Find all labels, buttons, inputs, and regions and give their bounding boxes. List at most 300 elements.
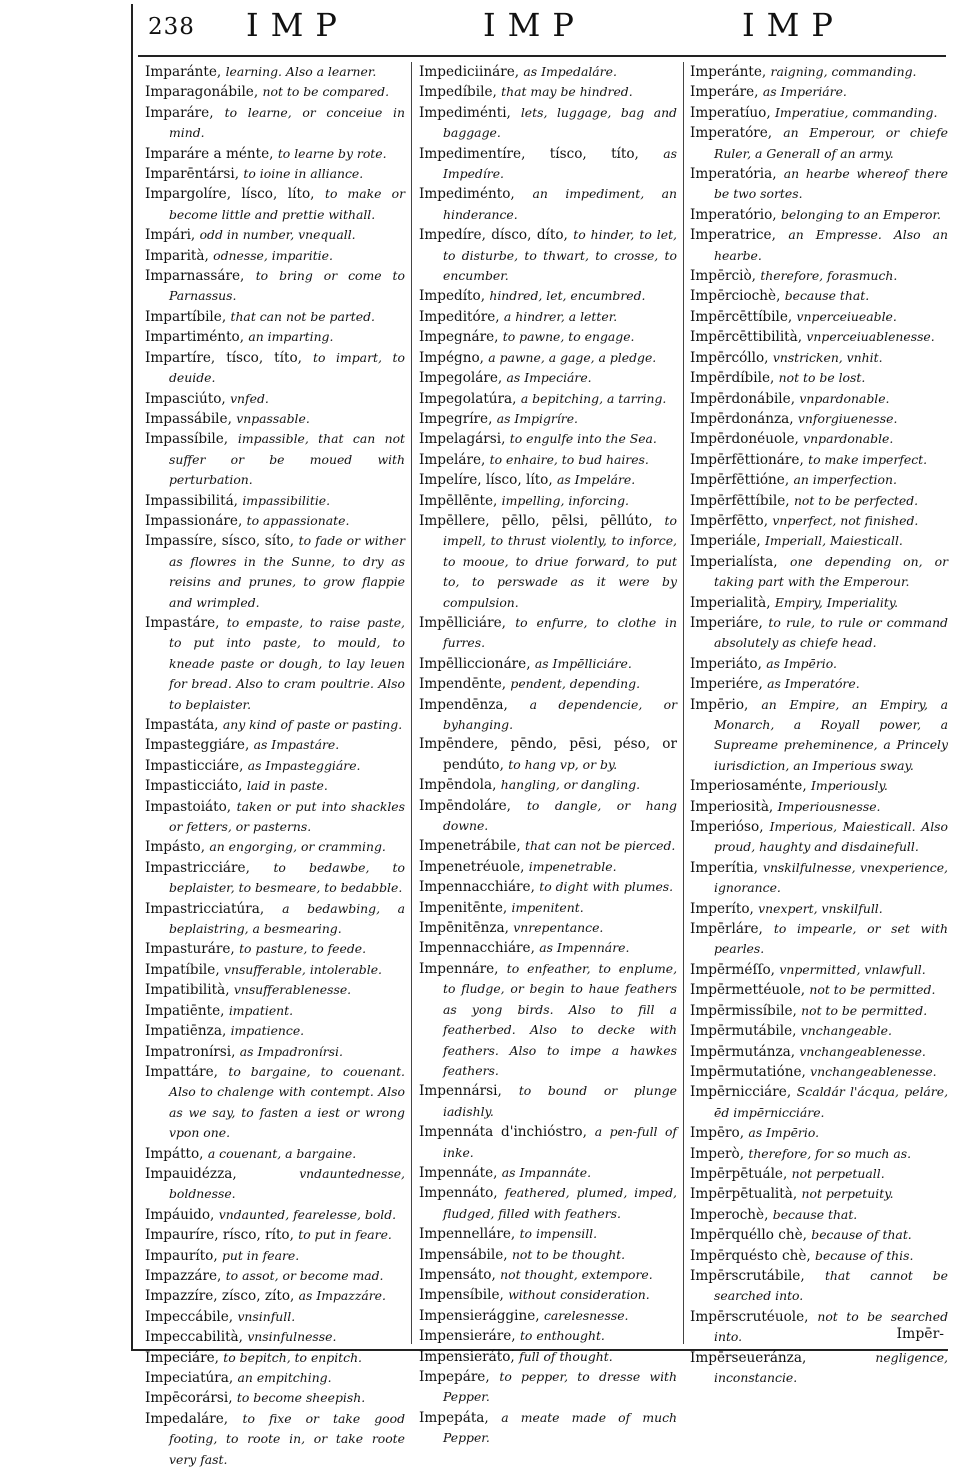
- definition: to enfurre, to clothe in furres.: [443, 614, 677, 651]
- definition: not to be perfected.: [793, 492, 919, 508]
- definition: to bring or come to Parnassus.: [169, 268, 405, 304]
- definition: vnfed.: [230, 390, 269, 406]
- definition: taken or put into shackles or fetters, or pasterns.: [169, 798, 405, 835]
- definition: as Impadronírsi.: [239, 1043, 343, 1059]
- dictionary-entry: [419, 307, 677, 327]
- headword: Impērciochè,: [690, 288, 781, 305]
- definition: as Impeláre.: [557, 472, 636, 488]
- headword: Imparagonábile,: [145, 84, 259, 101]
- dictionary-entry: [419, 1306, 677, 1326]
- dictionary-entry: [690, 1205, 948, 1225]
- headword: Impedaláre,: [145, 1410, 229, 1427]
- dictionary-entry: [145, 327, 405, 347]
- dictionary-entry: [419, 836, 677, 856]
- dictionary-entry: [145, 103, 405, 144]
- headword: Impēlliccionáre,: [419, 655, 531, 672]
- headword: Impasteggiáre,: [145, 737, 250, 754]
- headword: Imperatrice,: [690, 227, 776, 244]
- definition: as Impannáte.: [501, 1164, 592, 1180]
- dictionary-entry: [419, 1122, 677, 1163]
- definition: not to be thought.: [511, 1246, 626, 1262]
- headword: Impasturáre,: [145, 941, 235, 958]
- headword: Imperítia,: [690, 859, 759, 876]
- headword: Impērscrutéuole,: [690, 1308, 809, 1325]
- dictionary-entry: [419, 184, 677, 225]
- definition: an Empire, an Empiry, a Monarch, a Royall power, a Supreame preheminence, a Princely iurisdiction, an Imperious sway.: [714, 696, 948, 773]
- headword: Impennáre,: [419, 960, 499, 977]
- dictionary-entry: [690, 82, 948, 102]
- headword: Impattáre,: [145, 1063, 218, 1080]
- definition: Imperatiue, commanding.: [775, 104, 938, 120]
- headword: Impegnáre,: [419, 329, 499, 346]
- definition: as Impērio.: [766, 655, 837, 671]
- definition: to put in feare.: [298, 1227, 392, 1243]
- headword: Imperialità,: [690, 594, 771, 611]
- definition: vnpassable.: [236, 410, 310, 426]
- dictionary-entry: [419, 389, 677, 409]
- headword: Imparáre a ménte,: [145, 145, 274, 162]
- headword: Impērseueránza,: [690, 1349, 807, 1366]
- dictionary-entry: [419, 1347, 677, 1367]
- dictionary-entry: [419, 959, 677, 1081]
- definition: vnchangeablenesse.: [799, 1043, 926, 1059]
- dictionary-entry: [419, 470, 677, 490]
- definition: not to be searched into.: [714, 1308, 949, 1345]
- dictionary-entry: [690, 164, 948, 205]
- definition: Imperiously.: [810, 778, 888, 794]
- dictionary-entry: [419, 695, 677, 736]
- headword: Impērmutatióne,: [690, 1063, 806, 1080]
- definition: to make or become little and prettie withall.: [169, 186, 405, 222]
- headword: Imperánte,: [690, 64, 767, 80]
- definition: vnperceiuablenesse.: [806, 329, 935, 345]
- definition: to enthought.: [519, 1328, 605, 1344]
- dictionary-entry: [690, 1225, 948, 1245]
- definition: an imparting.: [248, 329, 334, 345]
- dictionary-entry: [690, 654, 948, 674]
- dictionary-entry: [419, 82, 677, 102]
- headword: Impensíbile,: [419, 1287, 504, 1304]
- headword: Impári,: [145, 227, 196, 244]
- definition: vnpardonable.: [803, 431, 894, 447]
- dictionary-entry: [690, 62, 948, 82]
- dictionary-entry: [145, 1409, 405, 1470]
- definition: therefore, forasmuch.: [760, 268, 898, 284]
- definition: Imperiousnesse.: [777, 798, 881, 814]
- definition: as Impēlliciáre.: [534, 655, 632, 671]
- definition: as Impedaláre.: [523, 64, 617, 79]
- dictionary-entry: [690, 429, 948, 449]
- headword: Imperiére,: [690, 676, 763, 693]
- definition: to dight with plumes.: [539, 879, 674, 895]
- definition: vnsufferablenesse.: [233, 982, 352, 998]
- left-border-rule: [131, 4, 133, 1350]
- definition: a hindrer, a letter.: [503, 308, 618, 324]
- dictionary-entry: [690, 1042, 948, 1062]
- definition: to hinder, to let, to disturbe, to thwart, to crosse, to encumber.: [443, 227, 677, 284]
- dictionary-entry: [690, 1144, 948, 1164]
- dictionary-entry: [145, 389, 405, 409]
- definition: impatience.: [230, 1023, 305, 1039]
- dictionary-entry: [690, 389, 948, 409]
- dictionary-entry: [690, 1001, 948, 1021]
- guide-word-right: IMP: [742, 6, 845, 44]
- headword: Imperiosaménte,: [690, 778, 807, 795]
- headword: Imparnassáre,: [145, 268, 245, 285]
- definition: as Impigríre.: [496, 410, 578, 426]
- headword: Impērquéllo chè,: [690, 1227, 807, 1244]
- definition: a bepitching, a tarring.: [520, 390, 667, 406]
- dictionary-entry: [145, 511, 405, 531]
- dictionary-entry: [145, 837, 405, 857]
- definition: feathered, plumed, imped, fludged, filled with feathers.: [443, 1185, 677, 1221]
- dictionary-entry: [145, 491, 405, 511]
- definition: a couenant, a bargaine.: [207, 1145, 357, 1161]
- definition: to impensill.: [519, 1226, 598, 1242]
- definition: hangling, or dangling.: [500, 777, 641, 793]
- definition: raigning, commanding.: [770, 64, 917, 79]
- definition: a meate made of much Pepper.: [443, 1409, 677, 1446]
- definition: an Emperour, or chiefe Ruler, a Generall of an army.: [714, 125, 948, 161]
- definition: belonging to an Emperor.: [780, 206, 941, 222]
- definition: an engorging, or cramming.: [209, 839, 386, 855]
- dictionary-entry: [419, 225, 677, 286]
- headword: Imperíto,: [690, 900, 754, 917]
- dictionary-entry: [419, 1408, 677, 1449]
- headword: Impatibilità,: [145, 982, 230, 999]
- headword: Impatronírsi,: [145, 1043, 236, 1060]
- dictionary-entry: [419, 918, 677, 938]
- dictionary-entry: [690, 817, 948, 858]
- headword: Impēlliciáre,: [419, 614, 506, 631]
- headword: Impēllere, pēllo, pēlsi, pēllúto,: [419, 512, 653, 529]
- dictionary-entry: [419, 1367, 677, 1408]
- definition: to hang vp, or by.: [508, 756, 618, 772]
- definition: an Empresse. Also an hearbe.: [714, 227, 948, 263]
- dictionary-entry: [145, 756, 405, 776]
- headword: Impepáre,: [419, 1369, 490, 1385]
- definition: as Impedíre.: [443, 145, 678, 182]
- definition: a dependencie, or byhanging.: [443, 696, 677, 732]
- headword: Impērdonábile,: [690, 390, 796, 407]
- definition: to bound or plunge iadishly.: [443, 1083, 677, 1119]
- headword: Impátto,: [145, 1145, 204, 1162]
- guide-word-center: IMP: [483, 6, 586, 44]
- headword: Imparità,: [145, 247, 209, 264]
- definition: impatient.: [228, 1002, 294, 1018]
- headword: Impērmutábile,: [690, 1023, 797, 1040]
- dictionary-entry: [145, 1021, 405, 1041]
- definition: an impediment, an hinderance.: [443, 186, 677, 222]
- headword: Imperò,: [690, 1145, 745, 1162]
- definition: full of thought.: [519, 1348, 613, 1364]
- definition: hindred, let, encumbred.: [489, 288, 646, 304]
- headword: Imperáre,: [690, 84, 759, 101]
- dictionary-entry: [690, 103, 948, 123]
- definition: to bargaine, to couenant. Also to chalenge with contempt. Also as we say, to fasten a iest or wrong vpon one.: [169, 1063, 405, 1141]
- dictionary-entry: [419, 144, 677, 185]
- headword: Impēndola,: [419, 777, 497, 794]
- headword: Impērio,: [690, 696, 749, 713]
- definition: learning. Also a learner.: [225, 64, 377, 79]
- dictionary-entry: [419, 429, 677, 449]
- dictionary-entry: [419, 1163, 677, 1183]
- definition: that cannot be searched into.: [714, 1267, 948, 1304]
- definition: vnpardonable.: [799, 390, 890, 406]
- column-right: [690, 62, 949, 1385]
- headword: Impedíre, dísco, díto,: [419, 227, 568, 244]
- dictionary-entry: [419, 368, 677, 388]
- dictionary-entry: [145, 429, 405, 490]
- headword: Impennársi,: [419, 1083, 502, 1100]
- headword: Imperiáre,: [690, 614, 763, 631]
- dictionary-entry: [419, 796, 677, 837]
- definition: to become sheepish.: [236, 1390, 366, 1406]
- headword: Impensábile,: [419, 1246, 508, 1263]
- dictionary-entry: [419, 62, 677, 82]
- dictionary-entry: [145, 1042, 405, 1062]
- headword: Impargolíre, lísco, líto,: [145, 186, 315, 203]
- dictionary-entry: [145, 1286, 405, 1306]
- dictionary-entry: [419, 613, 677, 654]
- dictionary-entry: [690, 491, 948, 511]
- headword: Impensierággine,: [419, 1307, 540, 1324]
- headword: Impassábile,: [145, 410, 232, 427]
- headword: Impērdíbile,: [690, 370, 775, 387]
- headword: Impartíbile,: [145, 308, 227, 325]
- headword: Impensáto,: [419, 1266, 496, 1283]
- definition: to impart, to deuide.: [169, 349, 405, 386]
- definition: Empiry, Imperiality.: [774, 594, 899, 610]
- dictionary-entry: [690, 1123, 948, 1143]
- definition: vnexpert, vnskilfull.: [758, 900, 883, 916]
- headword: Impeditóre,: [419, 308, 500, 325]
- header-rule: [138, 55, 946, 57]
- definition: therefore, for so much as.: [748, 1145, 912, 1161]
- headword: Impērcēttibilità,: [690, 329, 803, 346]
- definition: to rule, to rule or command absolutely as chiefe head.: [714, 614, 948, 651]
- headword: Impērcóllo,: [690, 349, 769, 366]
- dictionary-entry: [419, 1285, 677, 1305]
- dictionary-entry: [690, 1164, 948, 1184]
- definition: laid in paste.: [246, 778, 328, 794]
- dictionary-entry: [419, 103, 677, 144]
- headword: Impēndoláre,: [419, 797, 511, 814]
- dictionary-entry: [145, 184, 405, 225]
- definition: to impell, to thrust violently, to inforce, to mooue, to driue forward, to put to, to perswade as it were by compulsion.: [443, 512, 677, 610]
- dictionary-entry: [145, 1164, 405, 1205]
- headword: Imparánte,: [145, 64, 222, 80]
- dictionary-entry: [690, 1184, 948, 1204]
- headword: Impēllēnte,: [419, 492, 498, 509]
- definition: pendent, depending.: [510, 676, 641, 692]
- headword: Impatíbile,: [145, 961, 220, 978]
- headword: Impēnitēnza,: [419, 920, 509, 937]
- dictionary-entry: [690, 348, 948, 368]
- dictionary-entry: [690, 225, 948, 266]
- headword: Impērscrutábile,: [690, 1267, 805, 1284]
- definition: vndauntednesse, boldnesse.: [169, 1165, 405, 1202]
- definition: as Impērio.: [748, 1125, 820, 1141]
- definition: an empitching.: [237, 1370, 332, 1385]
- dictionary-entry: [690, 858, 948, 899]
- dictionary-entry: [690, 1348, 948, 1389]
- headword: Impendēnza,: [419, 696, 508, 713]
- definition: to ioine in alliance.: [243, 166, 364, 182]
- column-divider: [683, 62, 684, 1344]
- headword: Impegolatúra,: [419, 390, 517, 407]
- headword: Impenitēnte,: [419, 899, 508, 916]
- definition: not to be compared.: [262, 84, 390, 100]
- definition: odd in number, vnequall.: [199, 227, 356, 243]
- headword: Impassibilitá,: [145, 492, 238, 509]
- definition: vnstricken, vnhit.: [772, 349, 883, 365]
- dictionary-entry: [419, 286, 677, 306]
- headword: Impassíre, sísco, síto,: [145, 533, 295, 550]
- dictionary-entry: [419, 1081, 677, 1122]
- dictionary-entry: [145, 1266, 405, 1286]
- headword: Impartíre, tísco, títo,: [145, 349, 302, 366]
- definition: that can not be parted.: [230, 308, 375, 324]
- dictionary-entry: [690, 552, 948, 593]
- dictionary-entry: [690, 899, 948, 919]
- definition: to pawne, to engage.: [502, 329, 635, 345]
- dictionary-entry: [690, 327, 948, 347]
- definition: vnperceiueable.: [796, 308, 897, 324]
- headword: Impennáte,: [419, 1164, 498, 1181]
- headword: Impassíbile,: [145, 431, 229, 448]
- headword: Impennacchiáre,: [419, 879, 535, 896]
- definition: to learne, or conceiue in mind.: [169, 104, 405, 141]
- definition: Scaldár l'ácqua, peláre, ēd impērnicciáre.: [714, 1084, 949, 1120]
- definition: to enfeather, to enplume, to fludge, or begin to haue feathers as yong birds. Also to fill a featherbed. Also to decke with feathers. Also to impe a hawkes feathers.: [443, 960, 678, 1078]
- headword: Impazzíre, zísco, zíto,: [145, 1288, 295, 1305]
- headword: Impērciò,: [690, 268, 756, 285]
- headword: Impastáta,: [145, 717, 219, 733]
- definition: lets, luggage, bag and baggage.: [443, 104, 677, 141]
- dictionary-entry: [419, 450, 677, 470]
- definition: as Imperiáre.: [762, 84, 847, 100]
- definition: impassibilitie.: [242, 492, 331, 508]
- definition: impenitent.: [511, 899, 584, 915]
- headword: Impeláre,: [419, 451, 486, 468]
- definition: that can not be pierced.: [524, 838, 676, 854]
- dictionary-entry: [145, 735, 405, 755]
- definition: because that.: [784, 288, 870, 304]
- headword: Imperióso,: [690, 819, 764, 836]
- dictionary-entry: [145, 1368, 405, 1388]
- dictionary-entry: [690, 123, 948, 164]
- headword: Impērfēttióne,: [690, 472, 790, 489]
- definition: impassible, that can not suffer or be moued with perturbation.: [169, 431, 406, 488]
- definition: because that.: [772, 1206, 858, 1222]
- headword: Impatiēnte,: [145, 1002, 225, 1019]
- definition: a bedawbing, a beplaistring, a besmearing.: [169, 900, 405, 937]
- headword: Impegoláre,: [419, 370, 503, 387]
- headword: Impelíre, lísco, líto,: [419, 472, 553, 489]
- definition: as Impastáre.: [253, 737, 340, 753]
- definition: without consideration.: [508, 1287, 650, 1303]
- definition: to pepper, to dresse with Pepper.: [443, 1369, 678, 1405]
- dictionary-entry: [419, 511, 677, 613]
- headword: Impegríre,: [419, 410, 493, 427]
- headword: Impedimentíre, tísco, títo,: [419, 145, 639, 162]
- dictionary-entry: [690, 960, 948, 980]
- dictionary-entry: [690, 695, 948, 777]
- dictionary-entry: [690, 511, 948, 531]
- dictionary-entry: [145, 348, 405, 389]
- headword: Impērfētto,: [690, 512, 769, 529]
- dictionary-entry: [145, 939, 405, 959]
- dictionary-entry: [690, 776, 948, 796]
- definition: impenetrable.: [528, 858, 617, 874]
- headword: Impeccábile,: [145, 1308, 234, 1325]
- dictionary-entry: [690, 1246, 948, 1266]
- dictionary-entry: [690, 286, 948, 306]
- catchword: Impēr-: [896, 1326, 944, 1342]
- headword: Imperatório,: [690, 206, 777, 223]
- headword: Impēndere, pēndo, pēsi, péso, or pendúto,: [419, 736, 677, 773]
- headword: Impērmissíbile,: [690, 1002, 797, 1019]
- dictionary-entry: [419, 348, 677, 368]
- column-middle: [419, 62, 678, 1446]
- headword: Impasciúto,: [145, 390, 226, 407]
- headword: Impasticciáre,: [145, 757, 244, 774]
- dictionary-entry: [145, 980, 405, 1000]
- definition: negligence, inconstancie.: [714, 1349, 948, 1385]
- definition: because of that.: [811, 1227, 912, 1243]
- dictionary-entry: [145, 1388, 405, 1408]
- definition: a pawne, a gage, a pledge.: [488, 349, 657, 365]
- headword: Impērdonánza,: [690, 410, 794, 427]
- headword: Impērpētuále,: [690, 1165, 788, 1182]
- dictionary-entry: [145, 246, 405, 266]
- definition: vnpermitted, vnlawfull.: [779, 961, 926, 977]
- headword: Impenetréuole,: [419, 858, 525, 875]
- definition: vnrepentance.: [513, 920, 604, 936]
- definition: to fixe or take good footing, to roote in, or take roote very fast.: [169, 1410, 405, 1467]
- headword: Impēcorársi,: [145, 1390, 233, 1407]
- dictionary-entry: [419, 775, 677, 795]
- dictionary-entry: [145, 409, 405, 429]
- headword: Impendēnte,: [419, 676, 507, 693]
- headword: Impediménto,: [419, 186, 515, 203]
- dictionary-entry: [690, 593, 948, 613]
- definition: vnskilfulnesse, vnexperience, ignorance.: [714, 859, 948, 896]
- headword: Impauidézza,: [145, 1165, 237, 1182]
- headword: Impērláre,: [690, 921, 763, 938]
- page-header: [138, 0, 938, 52]
- headword: Impartiménto,: [145, 329, 245, 346]
- dictionary-entry: [690, 409, 948, 429]
- dictionary-entry: [419, 857, 677, 877]
- definition: not perpetuity.: [801, 1186, 894, 1202]
- definition: because of this.: [815, 1247, 914, 1263]
- definition: as Impazzáre.: [298, 1288, 386, 1304]
- definition: impelling, inforcing.: [501, 492, 629, 508]
- headword: Impáuido,: [145, 1206, 215, 1223]
- headword: Impasticciáto,: [145, 778, 243, 795]
- definition: as Imperatóre.: [767, 676, 860, 692]
- dictionary-entry: [419, 327, 677, 347]
- dictionary-entry: [419, 491, 677, 511]
- headword: Impennáto,: [419, 1185, 498, 1202]
- dictionary-entry: [419, 938, 677, 958]
- definition: to empaste, to raise paste, to put into paste, to mould, to kneade paste or dough, to lay leuen for bread. Also to cram poultrie. Also to beplaister.: [169, 614, 405, 712]
- headword: Impásto,: [145, 839, 206, 856]
- definition: to learne by rote.: [277, 145, 387, 161]
- definition: to bepitch, to enpitch.: [223, 1349, 363, 1365]
